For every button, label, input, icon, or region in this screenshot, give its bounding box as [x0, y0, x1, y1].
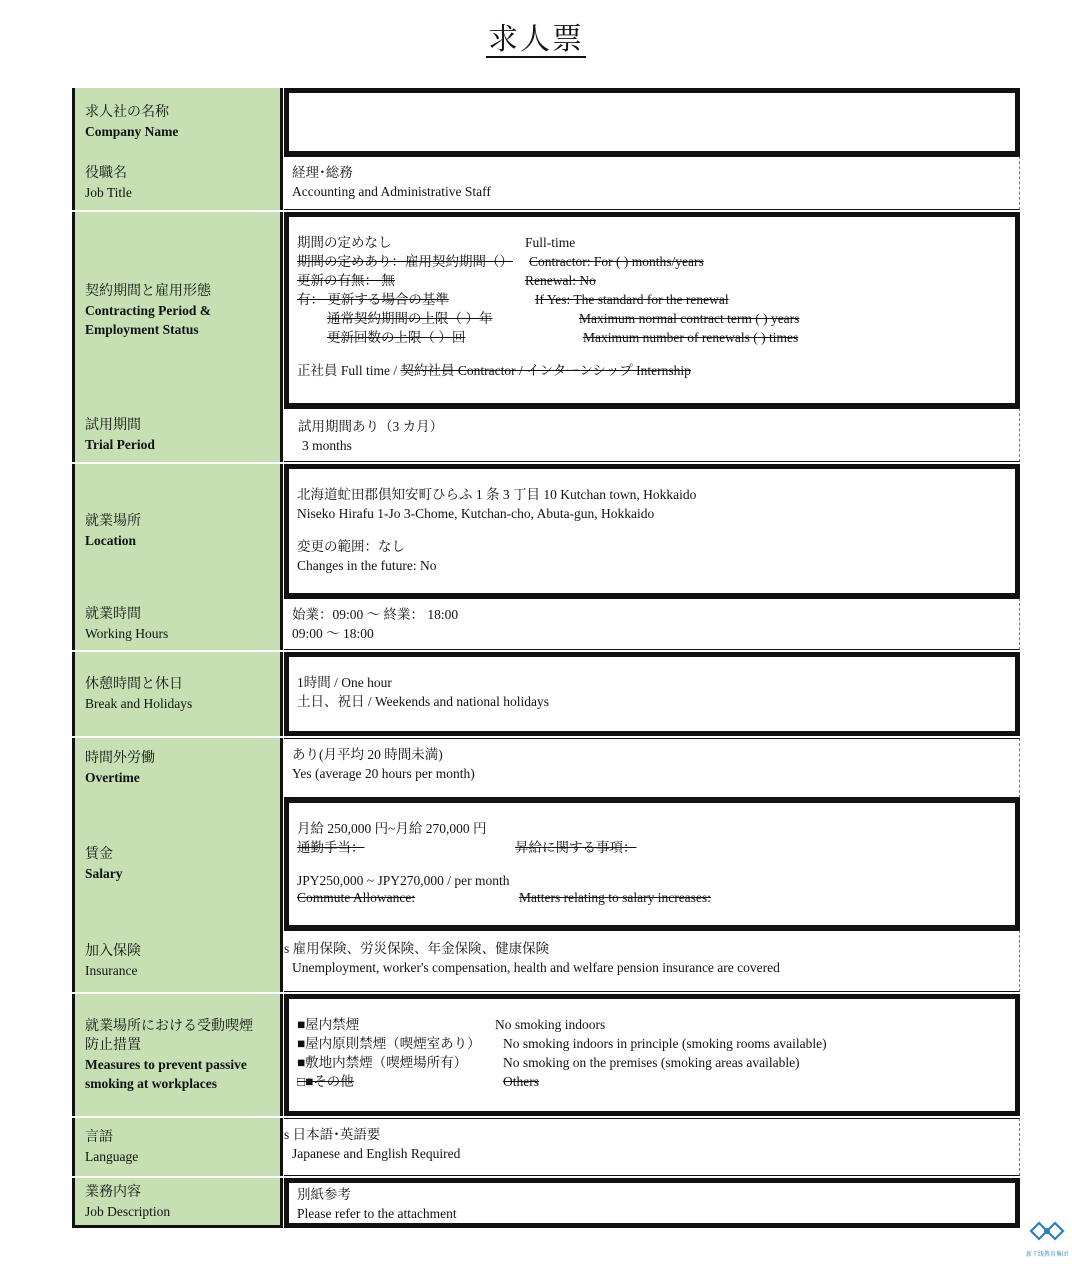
- label-insurance: 加入保険 Insurance: [72, 930, 283, 992]
- employment-type-line: 正社員 Full time / 契約社員 Contractor / インターンシップ Internship: [297, 363, 691, 378]
- label-smoking: 就業場所における受動喫煙 防止措置 Measures to prevent passive smoking at workplaces: [72, 994, 283, 1116]
- smoking-option: ■屋内禁煙 No smoking indoors: [297, 1017, 606, 1032]
- smoking-option: ■敷地内禁煙（喫煙場所有） No smoking on the premises (smoking areas available): [297, 1055, 800, 1070]
- value-overtime: あり(月平均 20 時間未満) Yes (average 20 hours per month): [284, 738, 1020, 798]
- label-job-title: 役職名 Job Title: [72, 156, 283, 210]
- row-overtime: [72, 738, 1020, 798]
- label-trial-period: 試用期間 Trial Period: [72, 408, 283, 462]
- row-contract: [72, 212, 1020, 408]
- label-company-name: 求人社の名称 Company Name: [72, 88, 283, 156]
- smoking-option: ■屋内原則禁煙（喫煙室あり） No smoking indoors in principle (smoking rooms available): [297, 1036, 827, 1051]
- value-company-name: [284, 88, 1020, 156]
- label-salary: 賃金 Salary: [72, 798, 283, 930]
- value-working-hours: 始業：09:00 ～ 終業： 18:00 09:00 ～ 18:00: [284, 598, 1020, 650]
- smoking-option: □■その他 Others: [297, 1074, 539, 1089]
- row-language: [72, 1118, 1020, 1176]
- value-smoking: [284, 994, 1020, 1116]
- label-job-description: 業務内容 Job Description: [72, 1178, 283, 1228]
- value-job-description: 別紙参考 Please refer to the attachment: [284, 1178, 1020, 1228]
- label-language: 言語 Language: [72, 1118, 283, 1176]
- value-job-title: 経理･総務 Accounting and Administrative Staff: [284, 156, 1020, 210]
- row-break-holidays: [72, 652, 1020, 736]
- label-overtime: 時間外労働 Overtime: [72, 738, 283, 798]
- row-salary: [72, 798, 1020, 930]
- value-language: s 日本語･英語要 Japanese and English Required: [284, 1118, 1020, 1176]
- contract-line: 期間の定めあり：雇用契約期間（） Contractor: For ( ) months/years: [297, 254, 704, 269]
- value-salary: 月給 250,000 円~月給 270,000 円 通勤手当： 昇給に関する事項： JPY250,000 ~ JPY270,000 / per month Commute Allowance: Matters relating to salary increases:: [284, 798, 1020, 930]
- company-logo-icon: [1027, 1218, 1067, 1244]
- label-location: 就業場所 Location: [72, 464, 283, 598]
- row-job-description: [72, 1178, 1020, 1228]
- value-insurance: s 雇用保険、労災保険、年金保険、健康保険 Unemployment, worker's compensation, health and welfare pension insurance are covered: [284, 930, 1020, 992]
- contract-line: 期間の定めなし Full-time: [297, 235, 576, 250]
- row-insurance: [72, 930, 1020, 992]
- value-location: 北海道虻田郡倶知安町ひらふ 1 条 3 丁目 10 Kutchan town, Hokkaido Niseko Hirafu 1-Jo 3-Chome, Kutchan-cho, Abuta-gun, Hokkaido 変更の範囲：なし Changes in the future: No: [284, 464, 1020, 598]
- label-working-hours: 就業時間 Working Hours: [72, 598, 283, 650]
- contract-line: 通常契約期間の上限（ ）年 Maximum normal contract term ( ) years: [327, 311, 800, 326]
- row-job-title: [72, 156, 1020, 210]
- row-location: [72, 464, 1020, 598]
- label-contract: 契約期間と雇用形態 Contracting Period & Employment Status: [72, 212, 283, 408]
- row-working-hours: [72, 598, 1020, 650]
- contract-line: 有： 更新する場合の基準 If Yes: The standard for the renewal: [297, 292, 729, 307]
- row-company-name: [72, 88, 1020, 156]
- page-title: 求人票: [488, 23, 584, 56]
- row-smoking: [72, 994, 1020, 1116]
- contract-line: 更新回数の上限（ ）回 Maximum number of renewals ( ) times: [327, 330, 799, 345]
- label-break-holidays: 休憩時間と休日 Break and Holidays: [72, 652, 283, 736]
- contract-line: 更新の有無： 無 Renewal: No: [297, 273, 596, 288]
- company-logo: 新干线教育集团: [1024, 1218, 1070, 1258]
- value-break-holidays: 1時間 / One hour 土日、祝日 / Weekends and national holidays: [284, 652, 1020, 736]
- row-trial-period: [72, 408, 1020, 462]
- value-contract: [284, 212, 1020, 408]
- value-trial-period: 試用期間あり（3 カ月） 3 months: [284, 408, 1020, 462]
